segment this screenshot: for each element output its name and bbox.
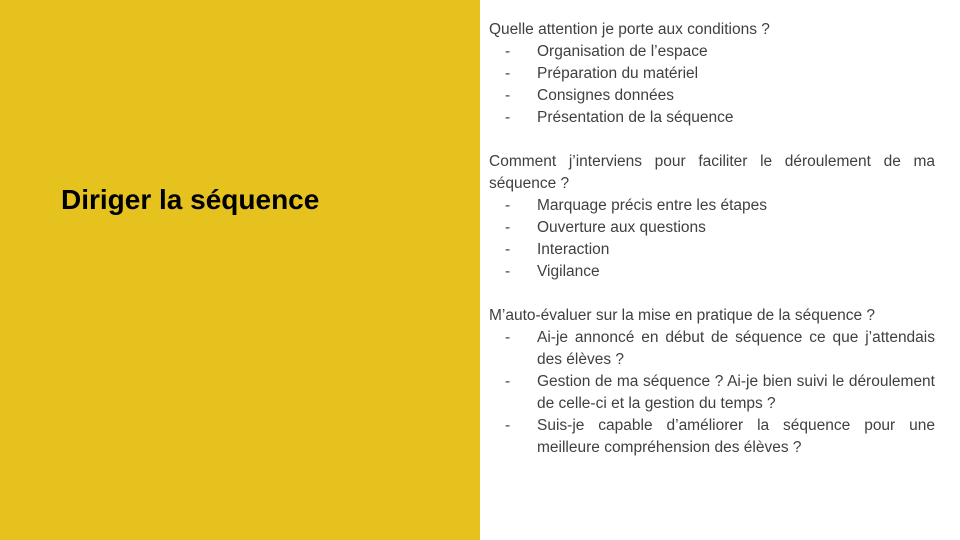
dash-bullet: - bbox=[505, 241, 511, 258]
list-item-text: Interaction bbox=[537, 241, 610, 258]
dash-bullet: - bbox=[505, 417, 511, 434]
section-conditions bbox=[489, 19, 935, 129]
list-item-text: Organisation de l’espace bbox=[537, 43, 708, 60]
list-item-text: Ai-je annoncé en début de séquence ce que j’attendais des élèves ? bbox=[537, 329, 935, 368]
list-item-text: Vigilance bbox=[537, 263, 600, 280]
section-question: Quelle attention je porte aux conditions ? bbox=[489, 21, 770, 38]
dash-bullet: - bbox=[505, 43, 511, 60]
content-panel bbox=[489, 19, 935, 481]
list-item bbox=[489, 261, 935, 283]
list-item bbox=[489, 85, 935, 107]
dash-bullet: - bbox=[505, 109, 511, 126]
section-intervention bbox=[489, 151, 935, 283]
section-self-evaluation bbox=[489, 305, 935, 459]
list-item bbox=[489, 195, 935, 217]
section-question: Comment j’interviens pour faciliter le déroulement de ma séquence ? bbox=[489, 153, 935, 192]
bullet-list bbox=[489, 327, 935, 459]
list-item-text: Préparation du matériel bbox=[537, 65, 699, 82]
dash-bullet: - bbox=[505, 219, 511, 236]
list-item bbox=[489, 107, 935, 129]
list-item bbox=[489, 63, 935, 85]
section-question: M’auto-évaluer sur la mise en pratique de la séquence ? bbox=[489, 307, 876, 324]
list-item bbox=[489, 371, 935, 415]
list-item bbox=[489, 41, 935, 63]
dash-bullet: - bbox=[505, 197, 511, 214]
dash-bullet: - bbox=[505, 87, 511, 104]
list-item bbox=[489, 217, 935, 239]
list-item bbox=[489, 327, 935, 371]
dash-bullet: - bbox=[505, 373, 511, 390]
list-item-text: Consignes données bbox=[537, 87, 675, 104]
list-item-text: Suis-je capable d’améliorer la séquence pour une meilleure compréhension des élèves ? bbox=[537, 417, 935, 456]
dash-bullet: - bbox=[505, 329, 511, 346]
bullet-list bbox=[489, 41, 935, 129]
list-item-text: Gestion de ma séquence ? Ai-je bien suivi le déroulement de celle-ci et la gestion du temps ? bbox=[537, 373, 935, 412]
list-item-text: Ouverture aux questions bbox=[537, 219, 706, 236]
dash-bullet: - bbox=[505, 65, 511, 82]
list-item-text: Présentation de la séquence bbox=[537, 109, 734, 126]
dash-bullet: - bbox=[505, 263, 511, 280]
list-item-text: Marquage précis entre les étapes bbox=[537, 197, 768, 214]
list-item bbox=[489, 415, 935, 459]
list-item bbox=[489, 239, 935, 261]
slide-title: Diriger la séquence bbox=[61, 184, 320, 215]
bullet-list bbox=[489, 195, 935, 283]
